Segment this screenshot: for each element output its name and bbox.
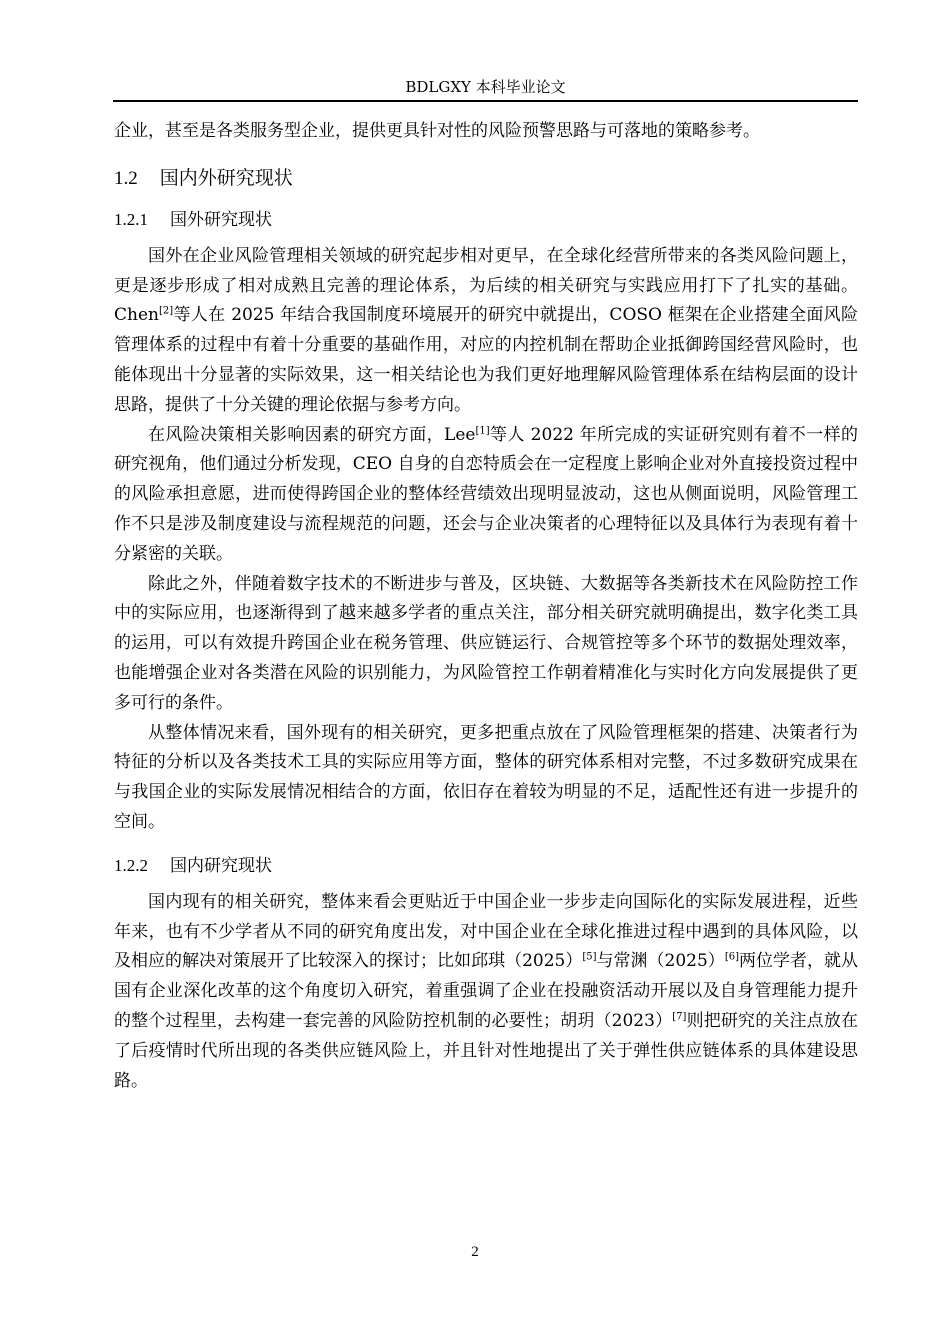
paragraph-foreign-3: 除此之外，伴随着数字技术的不断进步与普及，区块链、大数据等各类新技术在风险防控工作中的实际应用，也逐渐得到了越来越多学者的重点关注，部分相关研究就明确提出，数字化类工具的运用，可以有效提升跨国企业在税务管理、供应链运行、合规管控等多个环节的数据处理效率，也能增强企业对各类潜在风险的识别能力，为风险管控工作朝着精准化与实时化方向发展提供了更多可行的条件。 — [114, 573, 858, 713]
subsection-number: 1.2.1 — [114, 209, 148, 229]
subsection-title: 国内研究现状 — [170, 855, 272, 876]
section-title: 国内外研究现状 — [159, 166, 293, 189]
citation-ref: [1] — [475, 424, 490, 436]
subsection-title: 国外研究现状 — [170, 209, 272, 230]
section-heading-1-2 — [114, 163, 858, 194]
section-number: 1.2 — [114, 167, 138, 189]
paragraph-domestic-1 — [114, 888, 858, 1097]
citation-ref: [6] — [724, 951, 739, 963]
paragraph-foreign-4: 从整体情况来看，国外现有的相关研究，更多把重点放在了风险管理框架的搭建、决策者行为特征的分析以及各类技术工具的实际应用等方面，整体的研究体系相对完整，不过多数研究成果在与我国企业的实际发展情况相结合的方面，依旧存在着较为明显的不足，适配性还有进一步提升的空间。 — [114, 722, 858, 832]
text-run: 两位学者，就从国有企业深化改革的这个角度切入研究，着重强调了企业在投融资活动开展以及自身管理能力提升的整个过程里，去构建一套完善的风险防控机制的必要性；胡玥（2023） — [114, 951, 859, 1031]
citation-ref: [5] — [582, 951, 597, 963]
paragraph-foreign-2 — [114, 421, 858, 570]
running-header: BDLGXY 本科毕业论文 — [405, 78, 566, 96]
citation-ref: [7] — [672, 1011, 687, 1023]
text-run: 国内现有的相关研究，整体来看会更贴近于中国企业一步步走向国际化的实际发展进程，近些年来，也有不少学者从不同的研究角度出发，对中国企业在全球化推进过程中遇到的具体风险，以及相应的解决对策展开了比较深入的探讨；比如邱琪（2025） — [114, 891, 858, 972]
subsection-heading-1-2-2 — [114, 852, 858, 880]
text-run: 在风险决策相关影响因素的研究方面，Lee — [148, 424, 476, 445]
subsection-number: 1.2.2 — [114, 855, 148, 875]
page-number: 2 — [471, 1244, 479, 1260]
citation-ref: [2] — [158, 305, 174, 317]
continuation-paragraph: 企业，甚至是各类服务型企业，提供更具针对性的风险预警思路与可落地的策略参考。 — [114, 121, 760, 141]
text-run: 则把研究的关注点放在了后疫情时代所出现的各类供应链风险上，并且针对性地提出了关于弹性供应链体系的具体建设思路。 — [114, 1010, 859, 1091]
text-run: 等人 2022 年所完成的实证研究则有着不一样的研究视角，他们通过分析发现，CEO 自身的自恋特质会在一定程度上影响企业对外直接投资过程中的风险承担意愿，进而使得跨国企业的整体经营绩效出现明显波动，这也从侧面说明，风险管理工作不只是涉及制度建设与流程规范的问题，还会与企业决策者的心理特征以及具体行为表现有着十分紧密的关联。 — [114, 424, 858, 564]
text-run: 国外在企业风险管理相关领域的研究起步相对更早，在全球化经营所带来的各类风险问题上，更是逐步形成了相对成熟且完善的理论体系，为后续的相关研究与实践应用打下了扎实的基础。Chen — [114, 245, 858, 326]
header-rule — [113, 100, 858, 102]
paragraph-foreign-1 — [114, 242, 858, 421]
subsection-heading-1-2-1 — [114, 206, 858, 234]
page-body — [114, 117, 858, 1096]
text-run: 等人在 2025 年结合我国制度环境展开的研究中就提出，COSO 框架在企业搭建全面风险管理体系的过程中有着十分重要的基础作用，对应的内控机制在帮助企业抵御跨国经营风险时，也能体现出十分显著的实际效果，这一相关结论也为我们更好地理解风险管理体系在结构层面的设计思路，提供了十分关键的理论依据与参考方向。 — [114, 305, 858, 415]
text-run: 与常渊（2025） — [596, 951, 725, 972]
